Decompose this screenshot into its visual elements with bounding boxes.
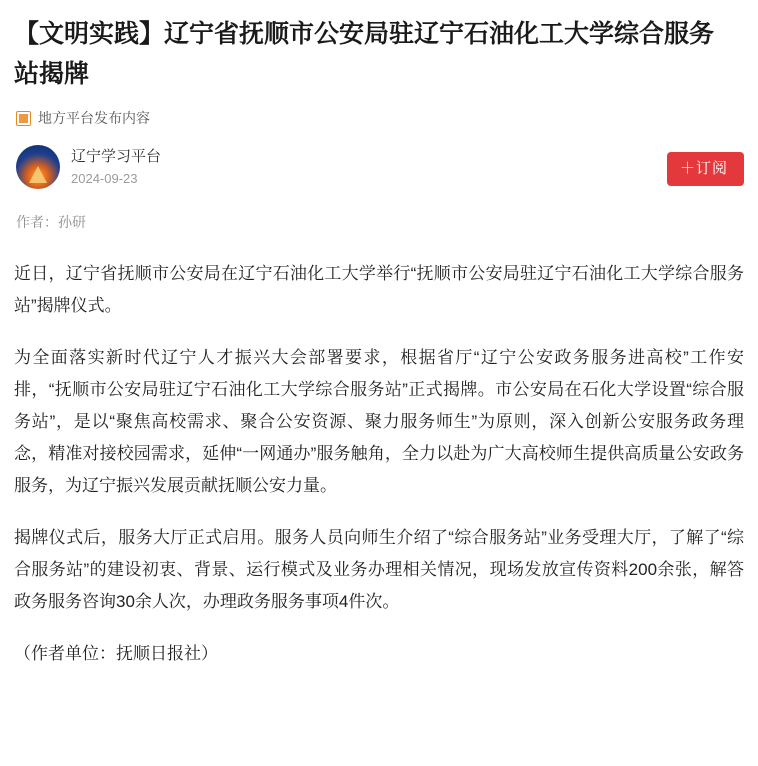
publish-date: 2024-09-23 <box>71 171 138 186</box>
author-meta <box>71 146 161 188</box>
article-paragraph: 为全面落实新时代辽宁人才振兴大会部署要求，根据省厅“辽宁公安政务服务进高校”工作安排，“抚顺市公安局驻辽宁石油化工大学综合服务站”正式揭牌。市公安局在石化大学设置“综合服务站”，是以“聚焦高校需求、聚合公安资源、聚力服务师生”为原则，深入创新公安服务政务理念，精准对接校园需求，延伸“一网通办”服务触角，全力以赴为广大高校师生提供高质量公安政务服务，为辽宁振兴发展贡献抚顺公安力量。 <box>14 348 744 495</box>
platform-tag-label: 地方平台发布内容 <box>38 110 150 126</box>
byline: 作者：孙研 <box>16 214 86 230</box>
page-title: 【文明实践】辽宁省抚顺市公安局驻辽宁石油化工大学综合服务站揭牌 <box>14 20 715 88</box>
subscribe-button[interactable]: ＋订阅 <box>667 152 744 186</box>
author-row <box>16 144 744 190</box>
platform-tag <box>16 108 744 128</box>
article-paragraph: 近日，辽宁省抚顺市公安局在辽宁石油化工大学举行“抚顺市公安局驻辽宁石油化工大学综合服务站”揭牌仪式。 <box>14 264 744 315</box>
article-paragraph: 揭牌仪式后，服务大厅正式启用。服务人员向师生介绍了“综合服务站”业务受理大厅，了解了“综合服务站”的建设初衷、背景、运行模式及业务办理相关情况，现场发放宣传资料200余张，解答政务服务咨询30余人次，办理政务服务事项4件次。 <box>14 528 744 611</box>
author-name[interactable]: 辽宁学习平台 <box>71 148 162 165</box>
avatar[interactable] <box>16 145 60 189</box>
document-tag-icon <box>16 111 31 126</box>
article-body <box>14 258 744 670</box>
article-closing: （作者单位：抚顺日报社） <box>14 644 218 663</box>
